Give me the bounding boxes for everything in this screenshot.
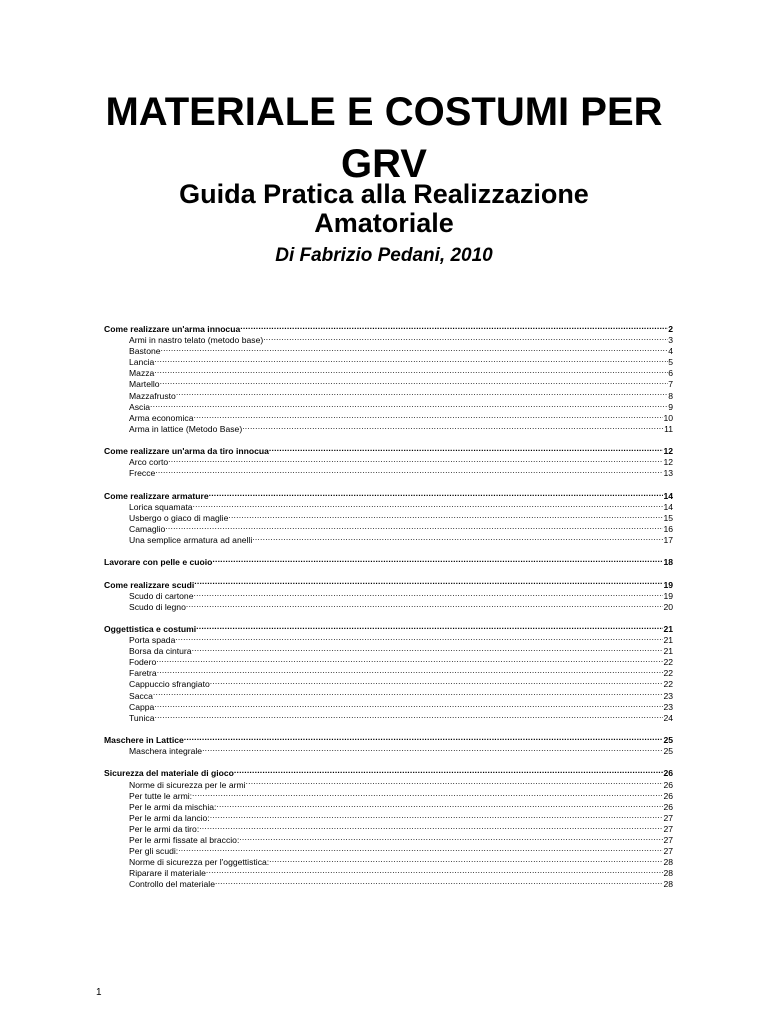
dot-leader — [269, 855, 663, 865]
toc-chapter-entry[interactable] — [104, 733, 673, 744]
toc-chapter-entry[interactable] — [104, 578, 673, 589]
toc-page-number: 5 — [668, 357, 673, 368]
table-of-contents — [104, 322, 673, 900]
toc-page-number: 25 — [663, 735, 673, 746]
toc-entry-label: Come realizzare scudi — [104, 579, 195, 590]
toc-entry-label: Per le armi da lancio: — [129, 812, 210, 823]
toc-page-number: 13 — [663, 468, 673, 479]
toc-entry-label: Lancia — [129, 357, 155, 368]
toc-entry-label: Fodero — [129, 657, 157, 668]
toc-subentry[interactable] — [104, 366, 673, 377]
dot-leader — [194, 578, 663, 588]
dot-leader — [209, 489, 664, 499]
dot-leader — [252, 533, 663, 543]
toc-entry-label: Lavorare con pelle e cuoio — [104, 557, 213, 568]
toc-page-number: 14 — [663, 501, 673, 512]
dot-leader — [215, 877, 663, 887]
toc-entry-label: Bastone — [129, 346, 161, 357]
toc-section — [104, 489, 673, 544]
dot-leader — [199, 822, 663, 832]
toc-subentry[interactable] — [104, 633, 673, 644]
toc-entry-label: Armi in nastro telato (metodo base) — [129, 335, 264, 346]
toc-entry-label: Come realizzare un'arma da tiro innocua — [104, 446, 269, 457]
toc-entry-label: Norme di sicurezza per le armi — [129, 779, 246, 790]
toc-page-number: 12 — [663, 446, 673, 457]
toc-page-number: 21 — [663, 646, 673, 657]
dot-leader — [212, 555, 663, 565]
dot-leader — [154, 711, 663, 721]
toc-section — [104, 766, 673, 888]
toc-entry-label: Norme di sicurezza per l'oggettistica: — [129, 857, 270, 868]
dot-leader — [210, 677, 664, 687]
toc-page-number: 9 — [668, 401, 673, 412]
toc-page-number: 7 — [668, 379, 673, 390]
toc-page-number: 26 — [663, 768, 673, 779]
toc-page-number: 23 — [663, 690, 673, 701]
toc-page-number: 15 — [663, 512, 673, 523]
toc-page-number: 28 — [663, 879, 673, 890]
document-subtitle: Guida Pratica alla Realizzazione — [179, 179, 589, 209]
toc-page-number: 25 — [663, 746, 673, 757]
toc-subentry[interactable] — [104, 700, 673, 711]
dot-leader — [168, 455, 663, 465]
toc-entry-label: Mazzafrusto — [129, 390, 176, 401]
toc-subentry[interactable] — [104, 589, 673, 600]
toc-entry-label: Come realizzare armature — [104, 490, 209, 501]
toc-subentry[interactable] — [104, 811, 673, 822]
dot-leader — [228, 511, 663, 521]
toc-section — [104, 622, 673, 722]
toc-section — [104, 322, 673, 433]
dot-leader — [184, 733, 664, 743]
dot-leader — [178, 844, 663, 854]
dot-leader — [155, 466, 663, 476]
toc-page-number: 19 — [663, 579, 673, 590]
toc-page-number: 18 — [663, 557, 673, 568]
toc-subentry[interactable] — [104, 677, 673, 688]
dot-leader — [234, 766, 664, 776]
toc-subentry[interactable] — [104, 400, 673, 411]
toc-entry-label: Cappa — [129, 701, 155, 712]
toc-subentry[interactable] — [104, 411, 673, 422]
toc-subentry[interactable] — [104, 789, 673, 800]
toc-entry-label: Per le armi da mischia: — [129, 801, 217, 812]
dot-leader — [154, 355, 668, 365]
toc-entry-label: Porta spada — [129, 635, 176, 646]
dot-leader — [156, 655, 663, 665]
toc-entry-label: Frecce — [129, 468, 156, 479]
toc-entry-label: Usbergo o giaco di maglie — [129, 512, 229, 523]
toc-subentry[interactable] — [104, 800, 673, 811]
toc-page-number: 27 — [663, 834, 673, 845]
toc-subentry[interactable] — [104, 422, 673, 433]
toc-entry-label: Sacca — [129, 690, 153, 701]
toc-page-number: 6 — [668, 368, 673, 379]
toc-entry-label: Per le armi fissate al braccio: — [129, 834, 240, 845]
toc-subentry[interactable] — [104, 844, 673, 855]
toc-entry-label: Una semplice armatura ad anelli — [129, 534, 253, 545]
dot-leader — [194, 589, 664, 599]
dot-leader — [202, 744, 663, 754]
toc-subentry[interactable] — [104, 744, 673, 755]
dot-leader — [192, 789, 663, 799]
toc-entry-label: Arco corto — [129, 457, 169, 468]
toc-page-number: 27 — [663, 823, 673, 834]
toc-page-number: 12 — [663, 457, 673, 468]
dot-leader — [193, 411, 663, 421]
toc-section — [104, 578, 673, 611]
toc-page-number: 28 — [663, 857, 673, 868]
toc-subentry[interactable] — [104, 866, 673, 877]
toc-page-number: 23 — [663, 701, 673, 712]
toc-page-number: 22 — [663, 668, 673, 679]
dot-leader — [165, 522, 663, 532]
document-title-continued: GRV — [341, 142, 427, 186]
toc-entry-label: Arma in lattice (Metodo Base) — [129, 423, 243, 434]
dot-leader — [196, 622, 663, 632]
toc-subentry[interactable] — [104, 711, 673, 722]
dot-leader — [269, 444, 664, 454]
dot-leader — [154, 700, 663, 710]
toc-chapter-entry[interactable] — [104, 489, 673, 500]
toc-entry-label: Scudo di cartone — [129, 590, 194, 601]
toc-entry-label: Ascia — [129, 401, 151, 412]
toc-subentry[interactable] — [104, 644, 673, 655]
toc-entry-label: Come realizzare un'arma innocua — [104, 324, 241, 334]
dot-leader — [240, 322, 668, 332]
toc-page-number: 19 — [663, 590, 673, 601]
toc-subentry[interactable] — [104, 344, 673, 355]
toc-entry-label: Mazza — [129, 368, 155, 379]
toc-page-number: 26 — [663, 779, 673, 790]
toc-subentry[interactable] — [104, 511, 673, 522]
dot-leader — [206, 866, 664, 876]
page-number: 1 — [96, 987, 102, 998]
dot-leader — [192, 644, 664, 654]
toc-entry-label: Per le armi da tiro: — [129, 823, 200, 834]
toc-chapter-entry[interactable] — [104, 555, 673, 566]
toc-entry-label: Camaglio — [129, 523, 166, 534]
toc-entry-label: Cappuccio sfrangiato — [129, 679, 210, 690]
toc-subentry[interactable] — [104, 522, 673, 533]
dot-leader — [242, 422, 664, 432]
toc-page-number: 11 — [664, 423, 673, 434]
document-subtitle-continued: Amatoriale — [314, 208, 454, 238]
dot-leader — [161, 344, 669, 354]
toc-entry-label: Controllo del materiale — [129, 879, 215, 890]
toc-section — [104, 555, 673, 566]
toc-page-number: 26 — [663, 801, 673, 812]
toc-subentry[interactable] — [104, 877, 673, 888]
toc-subentry[interactable] — [104, 833, 673, 844]
dot-leader — [150, 400, 668, 410]
toc-page-number: 26 — [663, 790, 673, 801]
toc-entry-label: Per gli scudi: — [129, 846, 179, 857]
toc-page-number: 4 — [668, 346, 673, 357]
toc-subentry[interactable] — [104, 855, 673, 866]
toc-page-number: 22 — [663, 657, 673, 668]
toc-subentry[interactable] — [104, 500, 673, 511]
toc-subentry[interactable] — [104, 333, 673, 344]
toc-entry-label: Arma economica — [129, 412, 194, 423]
toc-page-number: 10 — [663, 412, 673, 423]
dot-leader — [153, 689, 664, 699]
dot-leader — [246, 778, 664, 788]
dot-leader — [186, 600, 664, 610]
toc-page-number: 28 — [663, 868, 673, 879]
toc-page-number: 2 — [668, 324, 673, 334]
dot-leader — [157, 666, 664, 676]
toc-subentry[interactable] — [104, 466, 673, 477]
toc-entry-label: Oggettistica e costumi — [104, 624, 197, 634]
toc-entry-label: Tunica — [129, 712, 155, 723]
document-author: Di Fabrizio Pedani, 2010 — [275, 245, 493, 266]
toc-page-number: 27 — [663, 812, 673, 823]
toc-chapter-entry[interactable] — [104, 766, 673, 777]
toc-page-number: 22 — [663, 679, 673, 690]
toc-page-number: 20 — [663, 601, 673, 612]
toc-entry-label: Borsa da cintura — [129, 646, 192, 657]
toc-chapter-entry[interactable] — [104, 622, 673, 633]
toc-subentry[interactable] — [104, 377, 673, 388]
toc-subentry[interactable] — [104, 666, 673, 677]
toc-subentry[interactable] — [104, 355, 673, 366]
toc-entry-label: Faretra — [129, 668, 157, 679]
toc-page-number: 3 — [668, 335, 673, 346]
toc-page-number: 21 — [663, 624, 673, 634]
toc-section — [104, 444, 673, 477]
dot-leader — [160, 377, 669, 387]
dot-leader — [154, 366, 668, 376]
toc-entry-label: Riparare il materiale — [129, 868, 206, 879]
toc-entry-label: Per tutte le armi: — [129, 790, 193, 801]
toc-page-number: 16 — [663, 523, 673, 534]
toc-entry-label: Sicurezza del materiale di gioco — [104, 768, 234, 779]
toc-subentry[interactable] — [104, 389, 673, 400]
toc-subentry[interactable] — [104, 822, 673, 833]
toc-subentry[interactable] — [104, 533, 673, 544]
toc-page-number: 24 — [663, 712, 673, 723]
dot-leader — [175, 633, 663, 643]
toc-subentry[interactable] — [104, 655, 673, 666]
dot-leader — [239, 833, 663, 843]
document-title: MATERIALE E COSTUMI PER — [105, 90, 663, 134]
toc-subentry[interactable] — [104, 689, 673, 700]
toc-chapter-entry[interactable] — [104, 444, 673, 455]
dot-leader — [263, 333, 668, 343]
dot-leader — [193, 500, 664, 510]
toc-page-number: 8 — [668, 390, 673, 401]
dot-leader — [216, 800, 663, 810]
toc-page-number: 14 — [663, 490, 673, 501]
toc-entry-label: Maschera integrale — [129, 746, 203, 757]
toc-chapter-entry[interactable] — [104, 322, 673, 333]
toc-section — [104, 733, 673, 755]
toc-entry-label: Scudo di legno — [129, 601, 186, 612]
toc-subentry[interactable] — [104, 600, 673, 611]
toc-page-number: 27 — [663, 846, 673, 857]
dot-leader — [210, 811, 664, 821]
toc-entry-label: Lorica squamata — [129, 501, 193, 512]
toc-entry-label: Martello — [129, 379, 160, 390]
dot-leader — [176, 389, 668, 399]
toc-entry-label: Maschere in Lattice — [104, 735, 184, 746]
toc-page-number: 17 — [663, 534, 673, 545]
toc-subentry[interactable] — [104, 455, 673, 466]
toc-page-number: 21 — [663, 635, 673, 646]
toc-subentry[interactable] — [104, 778, 673, 789]
